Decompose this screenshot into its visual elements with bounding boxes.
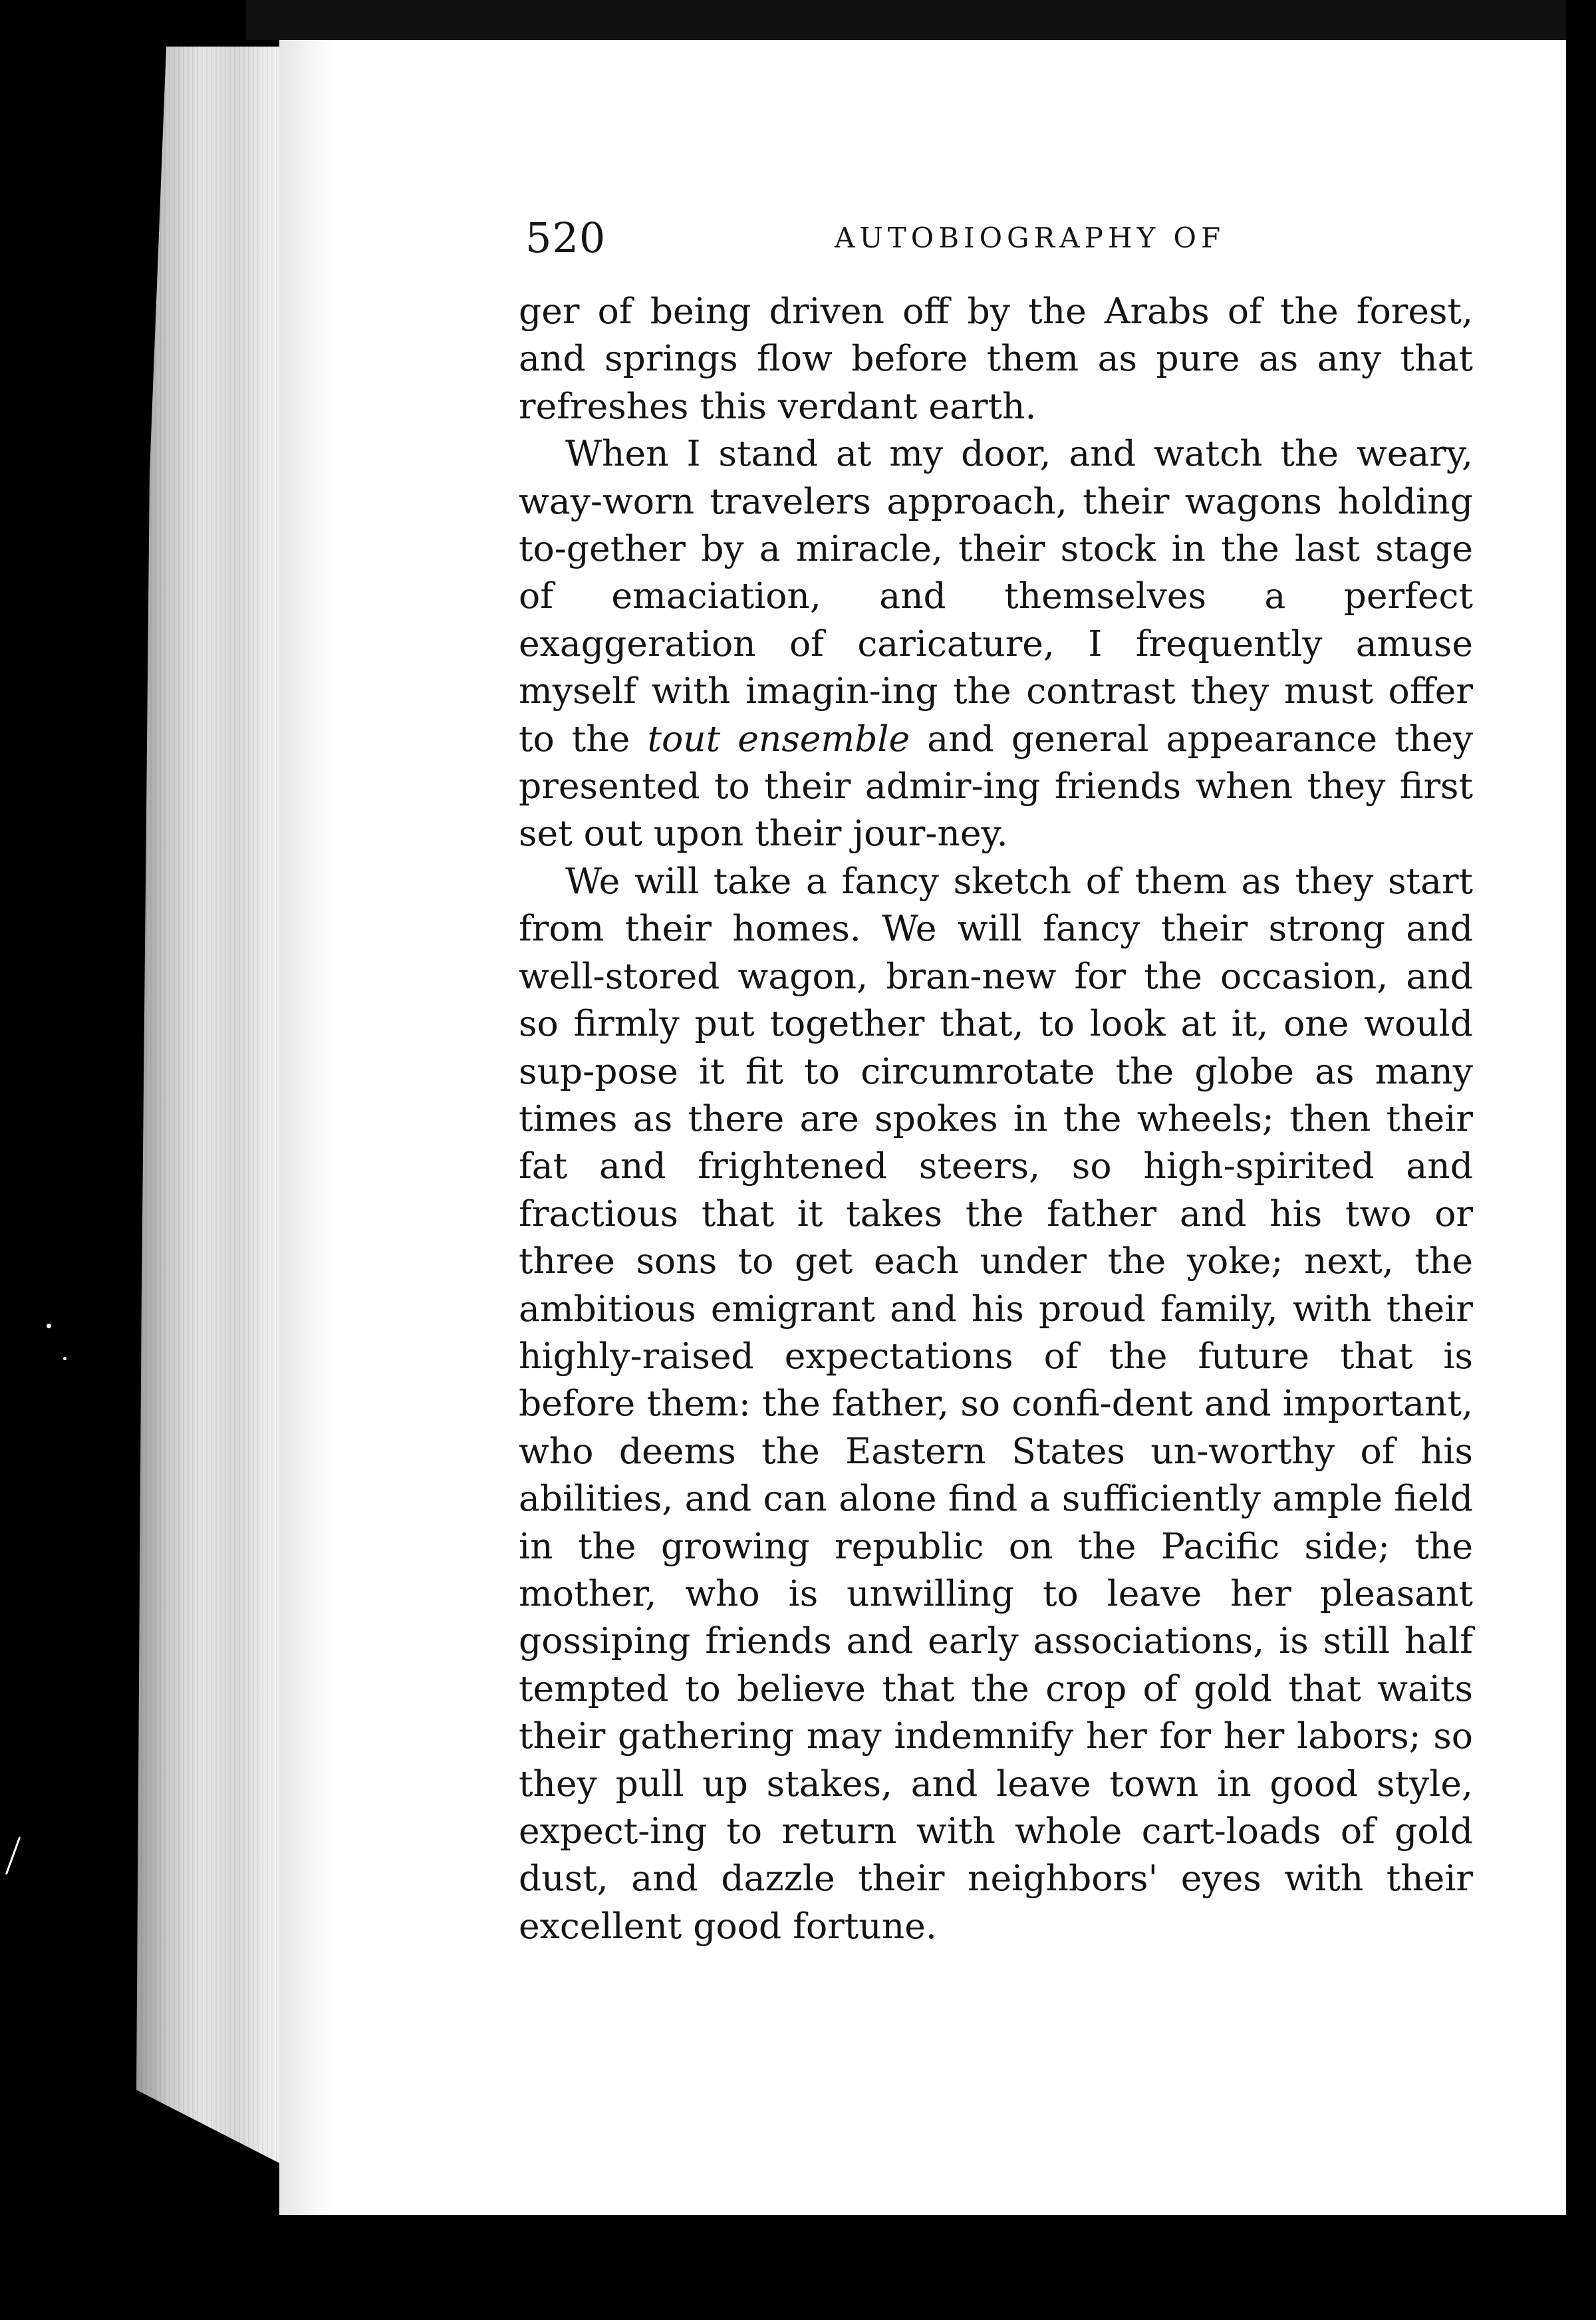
paragraph-2-italic-phrase: tout ensemble: [647, 717, 910, 760]
paragraph-2-text-b: and general appearance they presented to their admir-ing friends when they first set out upon their jour-ney.: [519, 717, 1474, 855]
paragraph-3: We will take a fancy sketch of them as they start from their homes. We will fancy their strong and well-stored wagon, bran-new for the occasion, and so firmly put together that, to look at it, one would sup-pose it fit to circumrotate the globe as many times as there are spokes in the wheels; then their fat and frightened steers, so high-spirited and fractious that it takes the father and his two or three sons to get each under the yoke; next, the ambitious emigrant and his proud family, with their highly-raised expectations of the future that is before them: the father, so confi-dent and important, who deems the Eastern States un-worthy of his abilities, and can alone find a sufficiently ample field in the growing republic on the Pacific side; the mother, who is unwilling to leave her pleasant gossiping friends and early associations, is still half tempted to believe that the crop of gold that waits their gathering may indemnify her for her labors; so they pull up stakes, and leave town in good style, expect-ing to return with whole cart-loads of gold dust, and dazzle their neighbors' eyes with their excellent good fortune.: [519, 859, 1473, 1947]
scan-speck: [47, 1324, 51, 1328]
page-number: 520: [525, 214, 606, 262]
paragraph-2-text-a: When I stand at my door, and watch the weary, way-worn travelers approach, their wagons holding to-gether by a miracle, their stock in the last stage of emaciation, and themselves a perfect exaggeration of caricature, I frequently amuse myself with imagin-ing the contrast they must offer to the: [519, 432, 1473, 760]
running-head-title: AUTOBIOGRAPHY OF: [835, 221, 1226, 254]
top-shadow-band: [246, 0, 1589, 40]
paragraph-2: [519, 430, 1473, 857]
right-margin-strip: [1566, 0, 1596, 2320]
book-page-edges: [136, 47, 303, 2175]
scan-speck: [63, 1357, 66, 1360]
paragraph-1: ger of being driven off by the Arabs of the forest, and springs flow before them as pure as any that refreshes this verdant earth.: [519, 290, 1473, 427]
running-head: [525, 212, 1456, 265]
body-text: [519, 287, 1473, 1950]
